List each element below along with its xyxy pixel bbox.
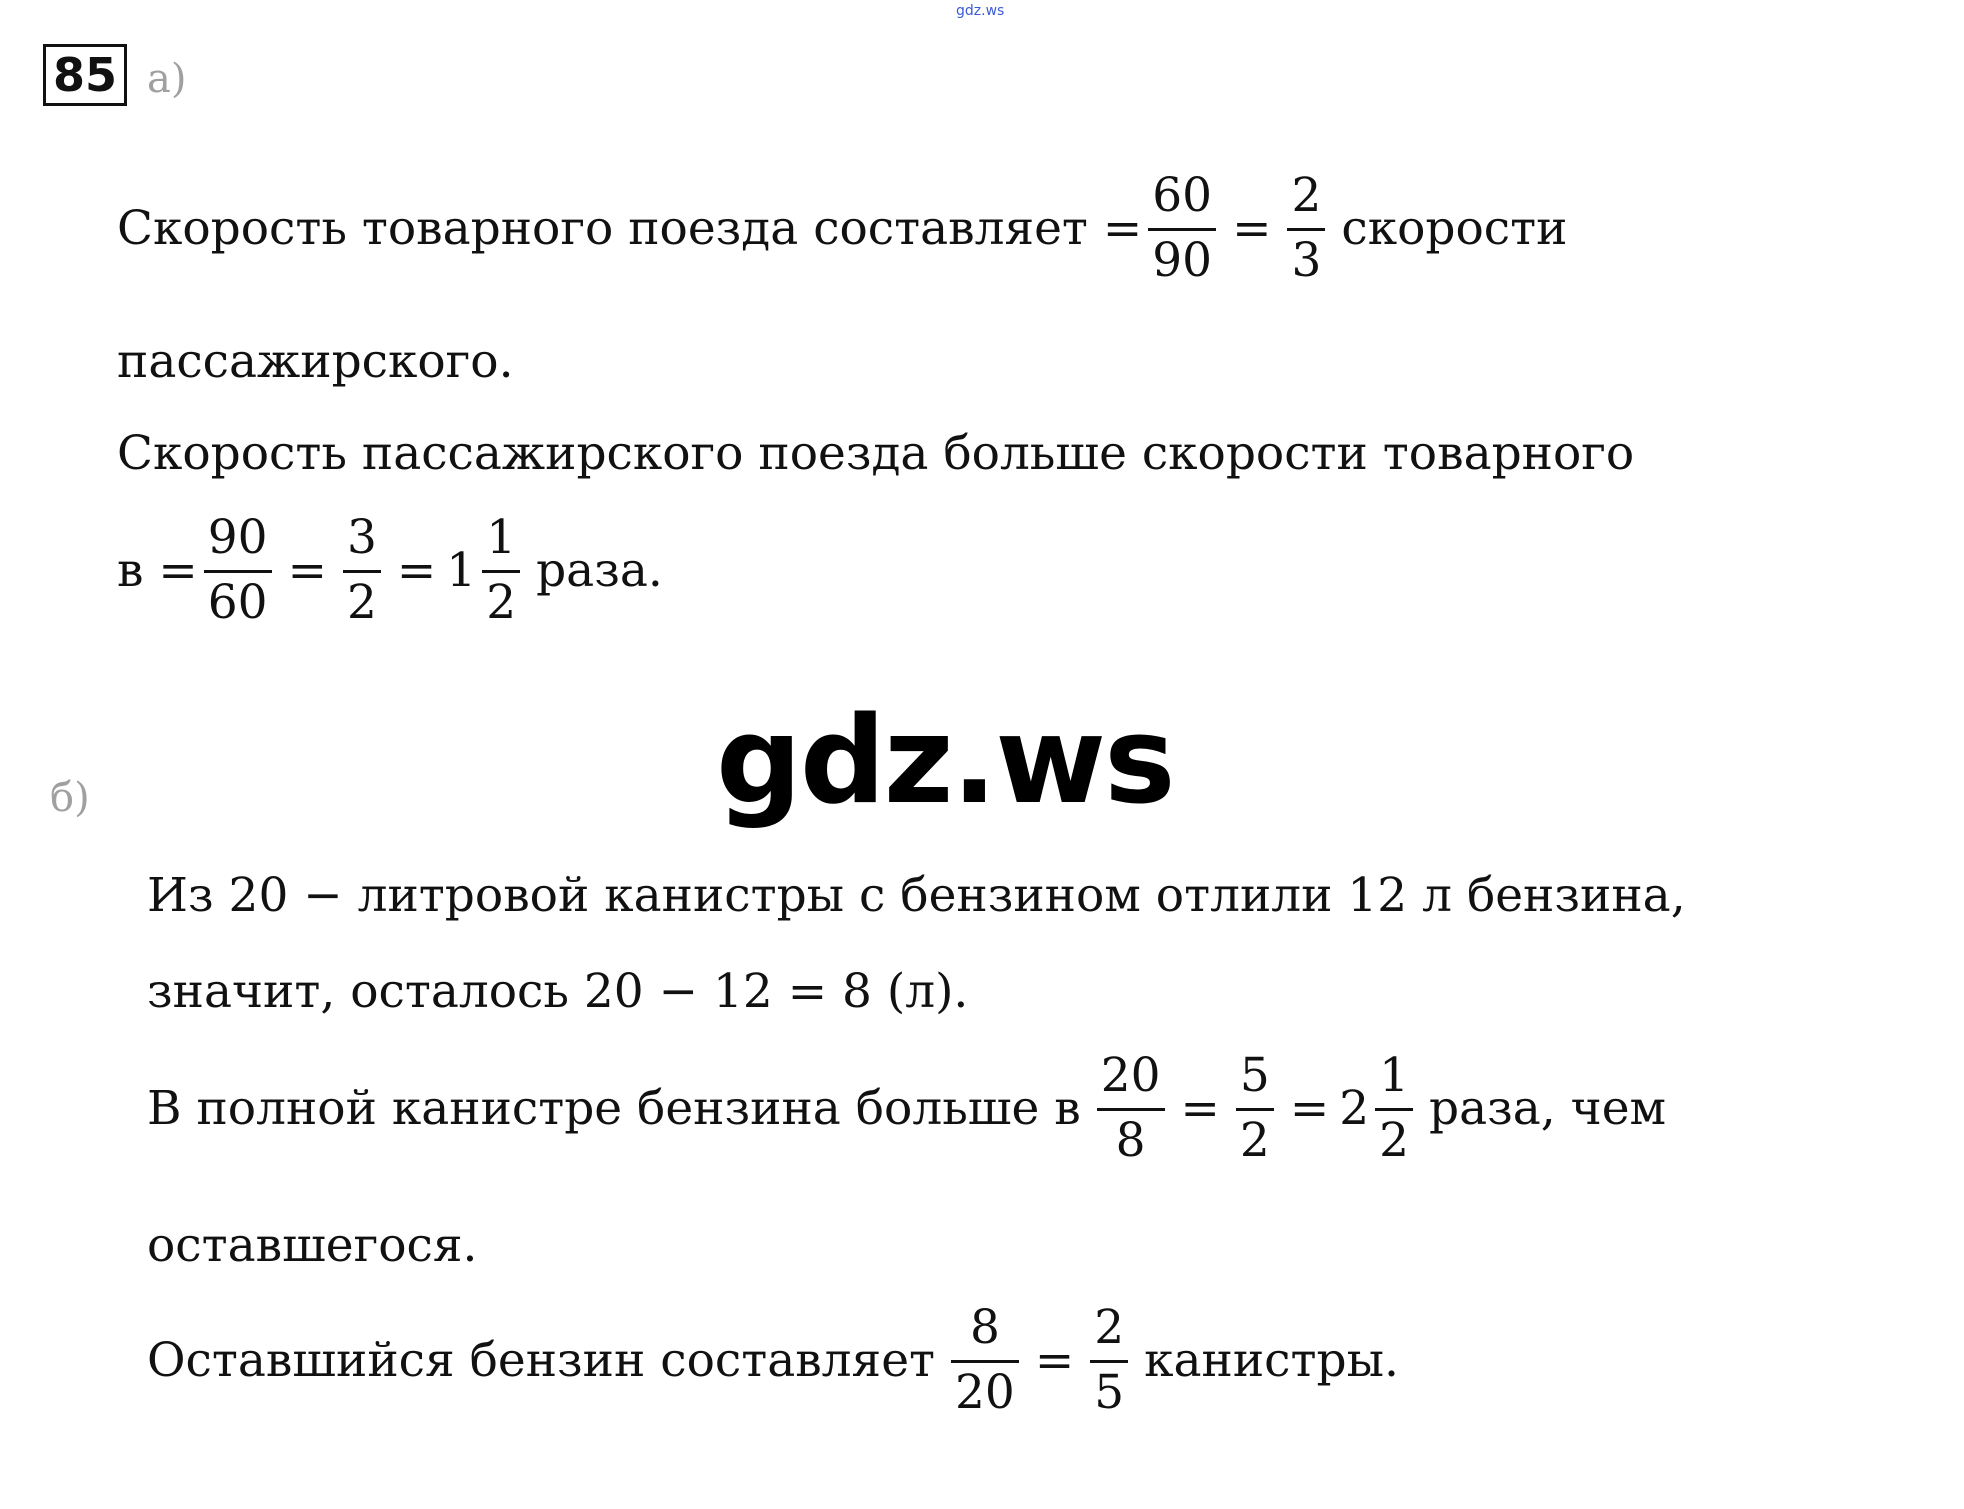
- part-a-line-4-tail: раза.: [536, 543, 663, 599]
- fraction-denominator: 60: [207, 575, 268, 631]
- equals-sign: =: [1232, 201, 1272, 257]
- part-a-line-4: [117, 510, 663, 632]
- fraction-90-60: [204, 510, 272, 632]
- equals-sign: =: [1034, 1333, 1075, 1389]
- fraction-numerator: 90: [207, 510, 268, 565]
- fraction-numerator: 2: [1094, 1300, 1125, 1355]
- fraction-3-2: [343, 510, 381, 632]
- part-b-line-5-tail: канистры.: [1144, 1333, 1399, 1389]
- part-b-line-5: [147, 1300, 1399, 1422]
- part-b-line-2: значит, осталось 20 − 12 = 8 (л).: [147, 964, 969, 1019]
- mixed-number-whole: 2: [1339, 1081, 1370, 1137]
- fraction-numerator: 20: [1100, 1048, 1161, 1103]
- fraction-denominator: 5: [1094, 1365, 1125, 1421]
- part-b-line-3-tail: раза, чем: [1429, 1081, 1667, 1137]
- part-a-line-1: [117, 168, 1567, 290]
- mixed-number-whole: 1: [446, 543, 477, 599]
- fraction-denominator: 20: [955, 1365, 1015, 1421]
- part-a-line-2: пассажирского.: [117, 334, 514, 389]
- fraction-bar: [1236, 1108, 1274, 1111]
- equals-sign: =: [287, 543, 327, 599]
- fraction-numerator: 60: [1152, 168, 1213, 223]
- part-a-line-1-text: Скорость товарного поезда составляет =: [117, 201, 1143, 257]
- fraction-2-3: [1287, 168, 1325, 290]
- fraction-numerator: 1: [1379, 1048, 1410, 1103]
- fraction-denominator: 2: [1239, 1113, 1270, 1169]
- part-a-line-1-tail: скорости: [1341, 201, 1568, 257]
- fraction-8-20: [951, 1300, 1019, 1422]
- part-a-line-3: Скорость пассажирского поезда больше скорости товарного: [117, 426, 1635, 481]
- fraction-denominator: 90: [1152, 233, 1213, 289]
- fraction-bar: [1090, 1360, 1128, 1363]
- part-b-label: б): [50, 775, 90, 821]
- part-b-line-4: оставшегося.: [147, 1218, 478, 1273]
- part-b-line-3-text: В полной канистре бензина больше в: [147, 1081, 1081, 1137]
- fraction-denominator: 2: [1379, 1113, 1410, 1169]
- fraction-denominator: 8: [1115, 1113, 1146, 1169]
- fraction-bar: [1287, 228, 1325, 231]
- fraction-numerator: 1: [486, 510, 517, 565]
- fraction-numerator: 8: [969, 1300, 1000, 1355]
- fraction-bar: [1375, 1108, 1413, 1111]
- fraction-bar: [482, 570, 520, 573]
- watermark-small: gdz.ws: [956, 3, 1005, 19]
- fraction-1-2: [482, 510, 520, 632]
- fraction-denominator: 2: [346, 575, 377, 631]
- fraction-bar: [1097, 1108, 1165, 1111]
- fraction-1-2: [1375, 1048, 1413, 1170]
- fraction-60-90: [1148, 168, 1216, 290]
- fraction-bar: [951, 1360, 1019, 1363]
- equals-sign: =: [1289, 1081, 1330, 1137]
- part-a-line-4-prefix: в =: [117, 543, 198, 599]
- part-b-line-5-text: Оставшийся бензин составляет: [147, 1333, 936, 1389]
- fraction-denominator: 2: [486, 575, 517, 631]
- fraction-5-2: [1236, 1048, 1274, 1170]
- fraction-20-8: [1097, 1048, 1165, 1170]
- part-b-line-3: [147, 1048, 1666, 1170]
- fraction-bar: [204, 570, 272, 573]
- fraction-numerator: 3: [346, 510, 377, 565]
- fraction-denominator: 3: [1291, 233, 1322, 289]
- fraction-bar: [343, 570, 381, 573]
- fraction-numerator: 5: [1239, 1048, 1270, 1103]
- part-a-label: а): [147, 56, 187, 102]
- equals-sign: =: [1180, 1081, 1220, 1137]
- part-b-line-1: Из 20 − литровой канистры с бензином отлили 12 л бензина,: [147, 868, 1686, 923]
- fraction-2-5: [1090, 1300, 1128, 1422]
- fraction-bar: [1148, 228, 1216, 231]
- task-number: 85: [43, 44, 127, 106]
- watermark-main: gdz.ws: [716, 692, 1174, 831]
- fraction-numerator: 2: [1291, 168, 1322, 223]
- equals-sign: =: [396, 543, 437, 599]
